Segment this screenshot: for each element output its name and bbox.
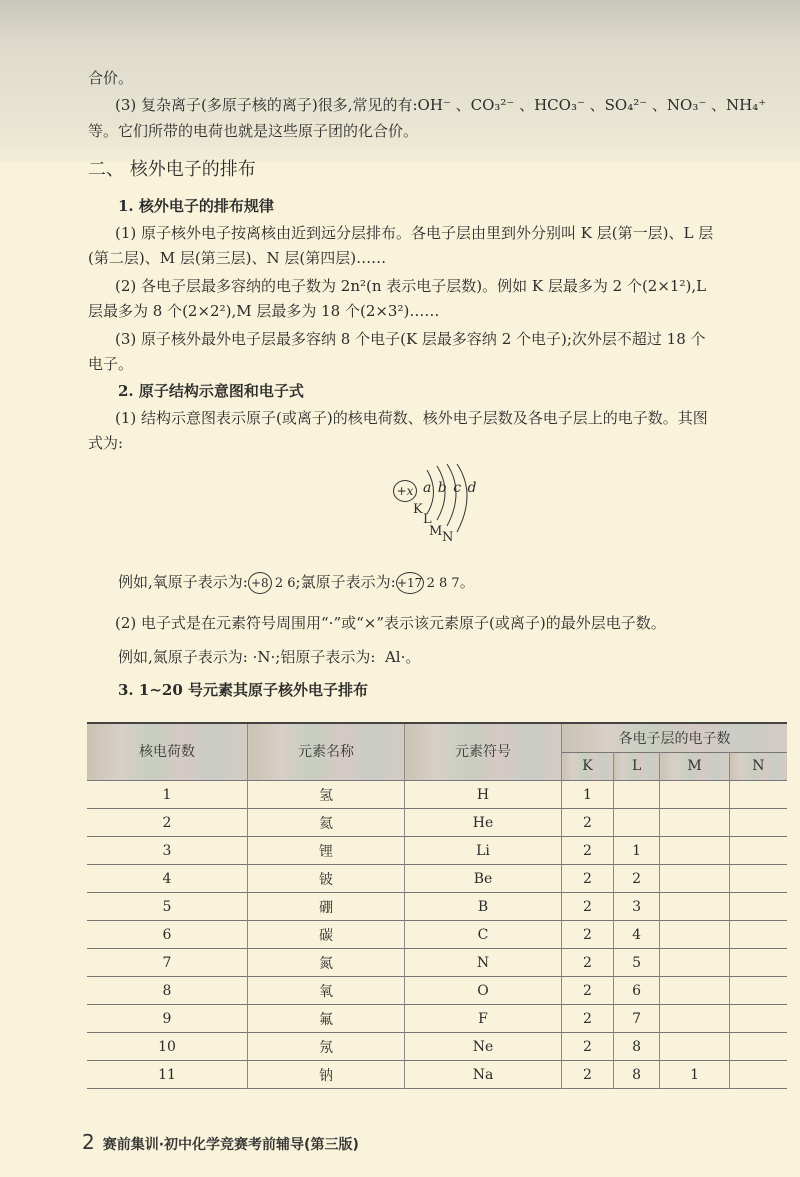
table-row (87, 781, 787, 809)
text-line: (1) 结构示意图表示原子(或离子)的核电荷数、核外电子层数及各电子层上的电子数。其图 (115, 409, 708, 427)
table-cell: He (405, 809, 562, 837)
section-heading: 二、 核外电子的排布 (88, 159, 256, 180)
table-cell: 8 (162, 982, 172, 999)
table-cell: 锂 (248, 837, 405, 865)
table-cell: 2 (562, 837, 614, 865)
table-cell: 5 (162, 898, 172, 915)
shell-label: N (442, 530, 454, 545)
table-cell (660, 921, 729, 949)
table-cell: 8 (613, 1033, 660, 1061)
table-cell (729, 1061, 787, 1089)
table-cell: 2 (562, 977, 614, 1005)
aluminum-electron-formula: Al· (384, 648, 406, 666)
chlorine-nucleus: +17 (396, 572, 424, 594)
table-cell: 2 (162, 814, 172, 831)
header-shells: 各电子层的电子数 (562, 723, 788, 752)
table-cell: 2 (562, 1005, 614, 1033)
shell-arcs-icon (385, 462, 495, 562)
table-cell: Be (405, 865, 562, 893)
page-number: 2 (82, 1130, 95, 1154)
table-cell: 2 (562, 865, 614, 893)
nitrogen-electron-formula: ·N· (252, 648, 276, 666)
text-line: 等。它们所带的电荷也就是这些原子团的化合价。 (88, 122, 419, 140)
table-cell: 2 (562, 949, 614, 977)
example-line (118, 647, 420, 667)
table-cell: 钠 (248, 1061, 405, 1089)
shell-label: L (423, 512, 432, 527)
oxygen-nucleus: +8 (248, 572, 272, 594)
text: ;铝原子表示为: (275, 648, 376, 666)
text: ;氯原子表示为: (295, 573, 396, 591)
table-cell: 9 (162, 1010, 172, 1027)
text-line: (3) 原子核外最外电子层最多容纳 8 个电子(K 层最多容纳 2 个电子);次外层不超过 18 个 (115, 330, 706, 348)
table-cell (729, 949, 787, 977)
table-cell (660, 1005, 729, 1033)
header-K: K (562, 752, 614, 781)
table-cell: B (405, 893, 562, 921)
table-cell: 2 (562, 809, 614, 837)
table-cell: 2 (562, 1033, 614, 1061)
table-cell (729, 1033, 787, 1061)
table-cell: 氮 (248, 949, 405, 977)
table-row (87, 1061, 787, 1089)
text: 。 (459, 573, 475, 591)
table-row (87, 977, 787, 1005)
table-cell: 1 (613, 837, 660, 865)
table-row (87, 949, 787, 977)
shell-label: K (413, 502, 423, 517)
table-cell (729, 977, 787, 1005)
table-cell: 11 (158, 1066, 176, 1083)
electron-configuration-table (87, 722, 787, 1089)
table-cell: 4 (162, 870, 172, 887)
table-cell (660, 893, 729, 921)
table-cell: Na (405, 1061, 562, 1089)
table-cell: 硼 (248, 893, 405, 921)
table-cell: 10 (158, 1038, 176, 1055)
text-line: (3) 复杂离子(多原子核的离子)很多,常见的有:OH⁻ 、CO₃²⁻ 、HCO₃⁻ 、SO₄²⁻ 、NO₃⁻ 、NH₄⁺ (115, 96, 767, 114)
table-cell: 1 (162, 786, 172, 803)
table-cell: 氢 (248, 781, 405, 809)
table-cell (660, 949, 729, 977)
table-cell: 5 (613, 949, 660, 977)
text-line: (1) 原子核外电子按离核由近到远分层排布。各电子层由里到外分别叫 K 层(第一层)、L 层 (115, 224, 714, 242)
table-cell (660, 865, 729, 893)
table-cell: 2 (562, 1061, 614, 1089)
header-symbol: 元素符号 (405, 723, 562, 781)
text-line: 合价。 (88, 69, 134, 87)
table-cell (613, 809, 660, 837)
table-cell (613, 781, 660, 809)
table-cell (660, 781, 729, 809)
text-line: 电子。 (88, 355, 134, 373)
header-L: L (613, 752, 660, 781)
text-line: (第二层)、M 层(第三层)、N 层(第四层)…… (88, 249, 387, 267)
shell-label: M (429, 524, 443, 539)
table-cell: 氟 (248, 1005, 405, 1033)
table-cell (660, 837, 729, 865)
table-cell (729, 1005, 787, 1033)
text-line: (2) 各电子层最多容纳的电子数为 2n²(n 表示电子层数)。例如 K 层最多为 2 个(2×1²),L (115, 277, 707, 295)
example-line (118, 572, 475, 594)
table-cell: F (405, 1005, 562, 1033)
table-cell: 6 (613, 977, 660, 1005)
table-row (87, 809, 787, 837)
table-row (87, 837, 787, 865)
table-cell: 氖 (248, 1033, 405, 1061)
table-cell (660, 977, 729, 1005)
text: 例如,氧原子表示为: (118, 573, 248, 591)
table-row (87, 921, 787, 949)
table-cell: C (405, 921, 562, 949)
table-cell: Ne (405, 1033, 562, 1061)
subsection-heading: 1. 核外电子的排布规律 (118, 197, 274, 215)
atom-structure-diagram (385, 462, 495, 562)
table-cell: 3 (162, 842, 172, 859)
table-cell: O (405, 977, 562, 1005)
text-line: (2) 电子式是在元素符号周围用“·”或“×”表示该元素原子(或离子)的最外层电子数。 (115, 614, 666, 632)
table-cell: H (405, 781, 562, 809)
text: 。 (405, 648, 421, 666)
table-cell: 碳 (248, 921, 405, 949)
header-charge: 核电荷数 (87, 723, 248, 781)
table-cell: 2 (613, 865, 660, 893)
table-cell (729, 865, 787, 893)
table-cell (729, 921, 787, 949)
text-line: 式为: (88, 434, 124, 452)
subsection-heading: 2. 原子结构示意图和电子式 (118, 382, 304, 400)
table-cell: 8 (613, 1061, 660, 1089)
table-cell (729, 781, 787, 809)
table-cell (660, 1033, 729, 1061)
book-title: 赛前集训·初中化学竞赛考前辅导(第三版) (102, 1137, 359, 1153)
table-cell (660, 809, 729, 837)
table-cell: 铍 (248, 865, 405, 893)
table-row (87, 1033, 787, 1061)
table-body (87, 781, 787, 1089)
table-cell: 2 (562, 893, 614, 921)
table-cell (729, 893, 787, 921)
electron-counts: a b c d (423, 480, 478, 496)
subsection-heading: 3. 1~20 号元素其原子核外电子排布 (118, 681, 368, 699)
table-cell: 7 (613, 1005, 660, 1033)
table-cell: 氦 (248, 809, 405, 837)
table-cell: 6 (162, 926, 172, 943)
table-cell: 1 (562, 781, 614, 809)
table-row (87, 865, 787, 893)
table-cell: 7 (162, 954, 172, 971)
table-cell (729, 809, 787, 837)
chlorine-electrons: 2 8 7 (426, 576, 460, 591)
nucleus: +x (393, 480, 417, 502)
table-cell (729, 837, 787, 865)
table-cell: 2 (562, 921, 614, 949)
header-M: M (660, 752, 729, 781)
table-cell: 4 (613, 921, 660, 949)
table-cell: 1 (660, 1061, 729, 1089)
header-name: 元素名称 (248, 723, 405, 781)
table-cell: 氧 (248, 977, 405, 1005)
header-N: N (729, 752, 787, 781)
table-row (87, 1005, 787, 1033)
table-cell: N (405, 949, 562, 977)
table-row (87, 893, 787, 921)
text-line: 层最多为 8 个(2×2²),M 层最多为 18 个(2×3²)…… (88, 302, 440, 320)
table-cell: Li (405, 837, 562, 865)
page-footer (82, 1130, 359, 1154)
text: 例如,氮原子表示为: (118, 648, 248, 666)
oxygen-electrons: 2 6 (274, 576, 296, 591)
table-cell: 3 (613, 893, 660, 921)
